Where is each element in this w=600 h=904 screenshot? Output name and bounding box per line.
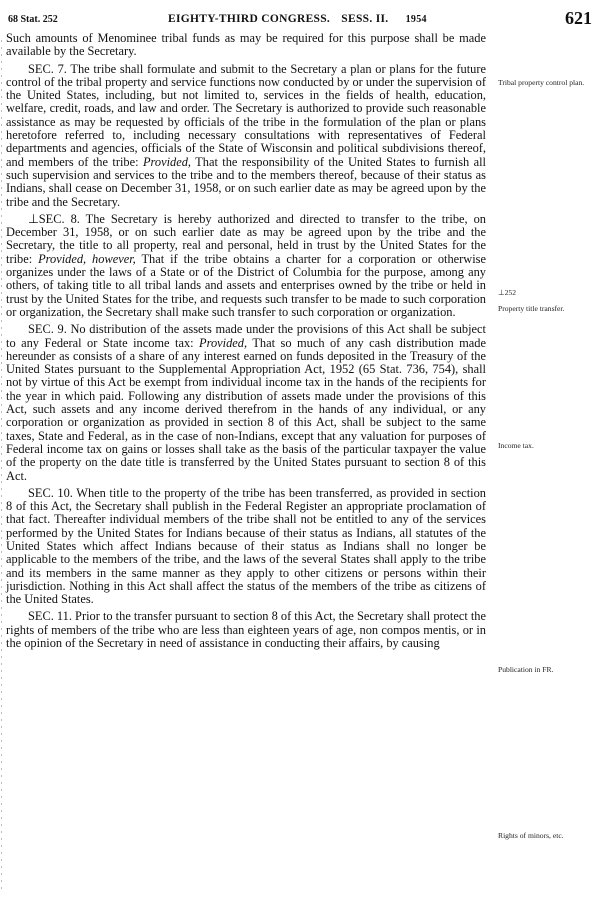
page-header: [8, 8, 594, 32]
statute-text: [6, 32, 486, 654]
margin-note-tribal-property: Tribal property control plan.: [498, 78, 585, 87]
margin-note-page-ref: ⊥252: [498, 288, 517, 297]
section-10: SEC. 10. When title to the property of the tribe has been transferred, as provided in section 8 of this Act, the Secretary shall publish in the Federal Register an appropriate proclamation of that fact. Thereafter individual members of the tribe shall not be entitled to any of the services performed by the United States for Indians because of their status as Indians, all statutes of the United States which affect Indians because of their status as Indians shall no longer be applicable to the members of the tribe, and the laws of the several States shall apply to the tribe and its members in the same manner as they apply to other citizens or persons within their jurisdiction. Nothing in this Act shall affect the status of the members of the tribe as citizens of the United States.: [6, 485, 486, 607]
session-label: SESS. II.: [341, 13, 389, 25]
year-label: 1954: [405, 14, 427, 25]
section-8: ⊥SEC. 8. The Secretary is hereby authorized and directed to transfer to the tribe, on December 31, 1958, or on such earlier date as may be agreed upon by the tribe and the Secretary, the title to all property, real and personal, held in trust by the United States for the tribe: Provided, however, That if the tribe obtains a charter for a corporation or otherwise organizes under the laws of a State or of the District of Columbia for the purpose, among any others, of taking title to all tribal lands and assets and enterprises owned by the tribe or held in trust by the United States for the tribe, and requests such transfer to be made to such corporation or organization, the Secretary shall make such transfer to such corporation or organization.: [6, 211, 486, 319]
page-number: 621: [565, 8, 592, 28]
margin-note-rights-of-minors: Rights of minors, etc.: [498, 831, 564, 840]
section-9: SEC. 9. No distribution of the assets made under the provisions of this Act shall be subject to any Federal or State income tax: Provided, That so much of any cash distribution made hereunder as consists of a share of any interest earned on funds deposited in the Treasury of the United States pursuant to the Supplemental Appropriation Act, 1952 (65 Stat. 736, 754), shall not by virtue of this Act be exempt from individual income tax in the hands of the recipients for the year in which paid. Following any distribution of assets made under the provisions of this Act, such assets and any income derived therefrom in the hands of any individual, or any corporation or organization as provided in section 8 of this Act, shall be subject to the same taxes, State and Federal, as in the case of non-Indians, except that any valuation for purposes of Federal income tax on gains or losses shall take as the basis of the particular taxpayer the value of the property on the date title is transferred by the United States pursuant to section 8 of this Act.: [6, 322, 486, 483]
margin-note-income-tax: Income tax.: [498, 441, 534, 450]
margin-note-publication: Publication in FR.: [498, 665, 554, 674]
section-11: SEC. 11. Prior to the transfer pursuant to section 8 of this Act, the Secretary shall protect the rights of members of the tribe who are less than eighteen years of age, non compos mentis, or in the opinion of the Secretary in need of assistance in conducting their affairs, by causing: [6, 609, 486, 651]
paragraph-continuation: Such amounts of Menominee tribal funds as may be required for this purpose shall be made available by the Secretary.: [6, 31, 486, 59]
running-head: [168, 13, 427, 25]
margin-note-property-title: Property title transfer.: [498, 304, 565, 313]
binding-edge: [1, 40, 2, 890]
congress-label: EIGHTY-THIRD CONGRESS.: [168, 13, 331, 25]
section-7: SEC. 7. The tribe shall formulate and submit to the Secretary a plan or plans for the future control of the tribal property and service functions now conducted by or under the supervision of the United States, including, but not limited to, services in the fields of health, education, welfare, credit, roads, and law and order. The Secretary is authorized to provide such reasonable assistance as may be requested by officials of the tribe in the formulation of the plan or plans heretofore referred to, including necessary consultations with representatives of Federal departments and agencies, officials of the State of Wisconsin and political subdivisions thereof, and members of the tribe: Provided, That the responsibility of the United States to furnish all such supervision and services to the tribe and to the members thereof, because of their status as Indians, shall cease on December 31, 1958, or on such earlier date as may be agreed upon by the tribe and the Secretary.: [6, 61, 487, 209]
statute-citation: 68 Stat. 252: [8, 14, 58, 25]
